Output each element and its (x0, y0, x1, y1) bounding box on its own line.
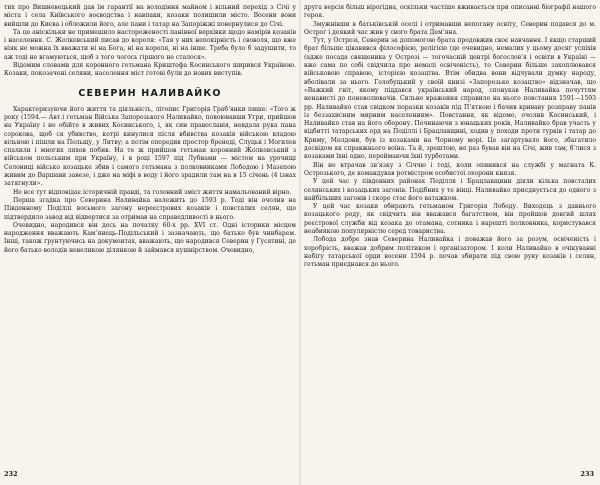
left-page (4, 4, 296, 482)
paragraph: Лобода добре знав Северина Наливайка і поважав його за розум, освіченість і хоробрість, вважав добрим політиком і організатором. І коли Наливайко в очікуванні набігу татарської орди восени 1594 р. почав збирати під свою руку козаків і селян, гетьман приєднався до нього. (304, 236, 596, 269)
section-title: СЕВЕРИН НАЛИВАЙКО (78, 87, 222, 99)
paragraph: Він не втрачав зв’язку з Січчю і тоді, коли опинився на службі у магната К. Острозького, де командував ротмістром особистої охорони князя. (304, 161, 596, 177)
right-page (304, 4, 596, 482)
paragraph: Очевидно, народився він десь на початку 60-х рр. XVI ст. Одні історики місцем народження вважають Камʼянець-Подільський і зазначають, що батько був чинбарем. Інші, також ґрунтуючись на документах, вважають, що народився Северин у Гусятині, де його батько володів невеликою ділянкою й займався кушнірством. Очевидно, (4, 221, 296, 254)
paragraph: Характеризуючи його життя та діяльність, літопис Григорія Грабʼянки пише: «Того ж року (1594.— Авт.) гетьман Війська Запорозького Наливайко, повоювавши Угри, прийшов на Україну і не обійте в живих Косинського, і, як син православія, невдала рука пана сорокова, щоб ся убивство, котрі кинулися після вбивства козаків війською владою вільною і пішли на Польщу, у Литву; а потім опередив простор бренеді, Слуцьк і Могилев спалили і многих ляхов побив. На те ж прийшов гетьман коронний Жолкевський з військом польським при Україну, і в році 1597 під Лубнами — містом на урочищі Солониці військо козацьке збив і самого гетьмана з полковниками Лободою і Мазепою живим до Варшави завезе, і дже на міфі в воду і його зрадили там на в 15 січень (4 ізнах затягнули». (4, 105, 296, 188)
paragraph: Не все тут відповідає історичній правді, та головний зміст життя намальований вірно. (13, 188, 292, 196)
gutter (299, 0, 301, 485)
page-number: 233 (580, 470, 594, 478)
paragraph: У цей час у південних районах Поділля і Брацлавщини діяли кілька повсталих селянських і козацьких загонів. Подібних у те вінці. Наливайко приєднується до одного з найбільших загонів і скоро стає його ватажком. (304, 178, 596, 202)
paragraph: друга версія більш вірогідна, оскільки частіше вживається при описанні біографії нашого героя. (304, 4, 596, 20)
paragraph: Перша згадка про Северина Наливайка належить до 1593 р. Тоді він очолив на Південному Поділлі восьмого загону нереєстрових козаків і повсталих селян, що підтвердило завод від відвертися за отримав на справедливості в нього. (4, 196, 296, 221)
paragraph: Та це аніскільки не примешило настороженості панівної верхівки щодо намірів козаків і населення. С. Жолкевський писав до короля: «Тая у них непокірність і своволя, що вже ніяк не можна їх вважати ні на Бога, ні на короля, ні на іншe. Треба було б задушити, то аж тоді не вгамуються, щоб з того чогось гіршого не сталося». (4, 28, 296, 61)
paragraph: тих про Вишневецький дав їм гарантії на володіння майном і вільний перехід з Січі у міста і села Київського воєводства і навпаки, козаки полишили місто. Восени вони вийшли до Києва і обложили його, але пани і татар на Запоріжжі повернулися до Січі. (4, 4, 296, 28)
page-number: 232 (4, 470, 18, 478)
paragraph: Відомим словами для коронного гетьмана Криштофа Косинського ширився Україною. Козаки, покозачені селяни, населення міст готові були до нових виступів. (4, 62, 296, 78)
paragraph: Змужнівши в батьківській оселі і отримавши непогану освіту, Северин подався до м. Острог і деякий час жив у свого брата Демʼяна. (304, 20, 596, 36)
paragraph: У цей час козаки обирають гетьманом Григорія Лободу. Виходець з давнього козацького роду, як свідчить він вважався багатством, він пройшов довгий шлях реєстрової служби від козака до отамана, сотника і нарешті полковника, користувався неабиякою популярністю серед товариства. (304, 203, 596, 236)
paragraph: Тут, у Острозі, Северин за допомогою брата продовжив своє навчання. І якщо старший брат більше цікавився філософією, релігією (це очевидно, немалих у цьому досяг успіхів (адже посада священика у Острозі — тогочасній центрі богослов’я і освіти в Україні — вже сама по собі свідчила про немалі освіченість), то Северин більше захоплювався військовою справою, історією козацтва. Втім обидва вони відчували думку народу, вболівали за нього. Голобуцький у своїй книзі «Запорозьке козацтво» відзначав, що «Важкий гніт, якому піддався український народ, спонукав Наливайка почуттям ненависті до поневолювачів. Сильне враження справило на нього повстання 1591—1593 рр. Наливайко став свідком поразки козаків під П’яткою і бачив криваву розправу панів із беззахисним мирним населенням». Повстання, як відомо, очолив Косинський, і Наливайко став на його оборону. Починаючи з юнацьких років, Наливайко брав участь у відбитті татарських орд на Поділлі і Брацлавщині, ходив у походи проти турків і татар до Криму, Молдови, був із козаками на Чорному морі. Це загартувало його, збагатило досвідом як справжнього воїна. Та й, зрештою, не раз бував він на Січі, жив там, бʼлися з козаками їхні одно, переймаючи їхні турботами. (304, 37, 596, 161)
